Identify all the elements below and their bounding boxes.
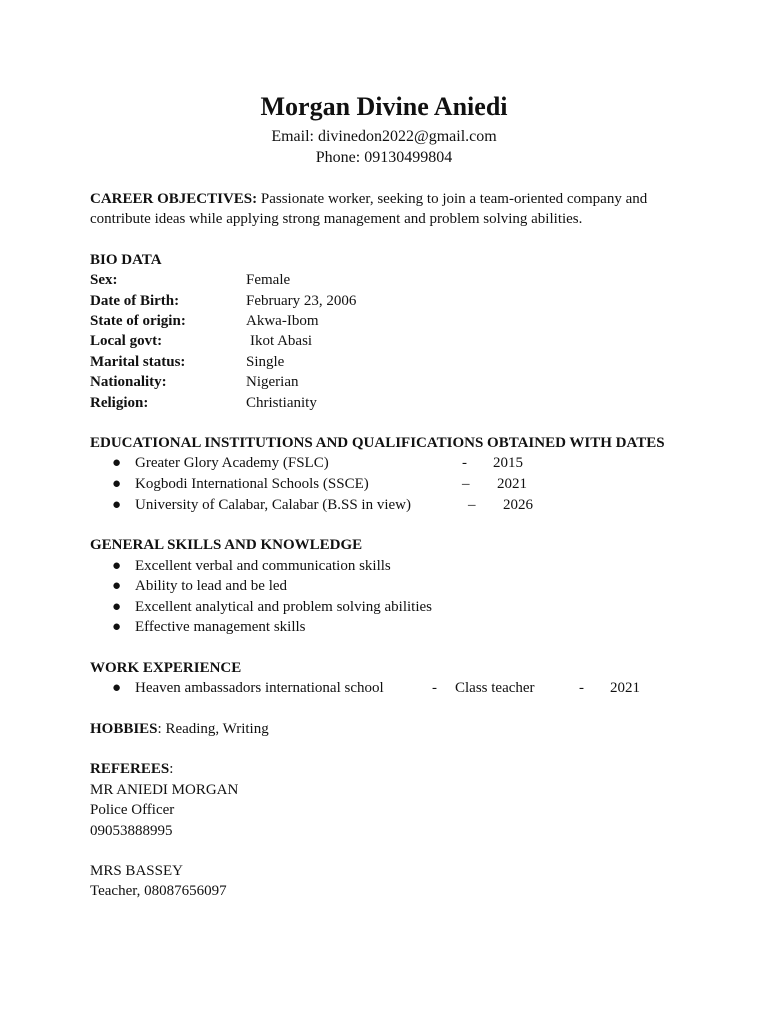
referee-2: [90, 861, 690, 902]
bullet-icon: ●: [112, 680, 122, 697]
referee-1: [90, 780, 690, 841]
career-objectives: [90, 189, 690, 230]
skills-heading: GENERAL SKILLS AND KNOWLEDGE: [90, 537, 363, 554]
resume-header: [0, 92, 768, 168]
work-dash: -: [579, 680, 584, 697]
bullet-icon: ●: [112, 475, 122, 492]
referee-title: Police Officer: [90, 802, 175, 819]
referee-name: MR ANIEDI MORGAN: [90, 781, 239, 798]
list-item: [90, 597, 690, 618]
list-item: [90, 617, 690, 638]
bio-value: Nigerian: [246, 374, 299, 391]
list-item: [90, 453, 690, 474]
work-dash: -: [432, 680, 437, 697]
bio-label: Sex:: [90, 272, 118, 289]
bio-label: Religion:: [90, 394, 149, 411]
bullet-icon: ●: [112, 496, 122, 513]
bio-value: Christianity: [246, 394, 317, 411]
bio-label: Local govt:: [90, 333, 163, 350]
education-dash: –: [468, 496, 476, 513]
hobbies-label: HOBBIES: [90, 720, 158, 737]
education-school: Greater Glory Academy (FSLC): [135, 455, 329, 472]
skill-text: Excellent verbal and communication skills: [135, 557, 391, 574]
bio-value: Ikot Abasi: [250, 333, 313, 350]
list-item: [90, 576, 690, 597]
bullet-icon: ●: [112, 578, 122, 595]
bio-label: Date of Birth:: [90, 292, 180, 309]
skill-text: Ability to lead and be led: [135, 578, 288, 595]
bio-row: [90, 270, 690, 290]
skill-text: Excellent analytical and problem solving abilities: [135, 598, 432, 615]
list-item: [90, 474, 690, 495]
list-item: [90, 556, 690, 577]
candidate-name: Morgan Divine Aniedi: [260, 92, 508, 121]
education-dash: -: [462, 455, 467, 472]
skill-text: Effective management skills: [135, 619, 306, 636]
phone-line: Phone: 09130499804: [315, 149, 453, 166]
bio-row: [90, 291, 690, 311]
bio-row: [90, 372, 690, 392]
education-year: 2026: [503, 496, 533, 513]
referees-colon: :: [169, 761, 174, 778]
bio-data-table: [90, 270, 690, 413]
email-line: Email: divinedon2022@gmail.com: [271, 128, 497, 145]
education-school: University of Calabar, Calabar (B.SS in view): [135, 496, 412, 513]
bio-label: Marital status:: [90, 353, 186, 370]
work-year: 2021: [610, 680, 640, 697]
referee-detail: Teacher, 08087656097: [90, 883, 227, 900]
career-objectives-label: CAREER OBJECTIVES:: [90, 191, 258, 207]
hobbies-text: : Reading, Writing: [157, 720, 269, 737]
bullet-icon: ●: [112, 619, 122, 636]
bio-label: Nationality:: [90, 374, 167, 391]
list-item: [90, 678, 690, 699]
bullet-icon: ●: [112, 557, 122, 574]
bio-value: February 23, 2006: [246, 292, 357, 309]
referee-phone: 09053888995: [90, 822, 173, 839]
career-objectives-text: Passionate worker, seeking to join a team-oriented company and contribute ideas while applying strong management and problem solving abilities.: [90, 191, 648, 228]
bio-row: [90, 352, 690, 372]
education-school: Kogbodi International Schools (SSCE): [135, 475, 369, 492]
resume-body: [90, 189, 690, 902]
referees-heading: [90, 759, 690, 779]
education-heading: EDUCATIONAL INSTITUTIONS AND QUALIFICATIONS OBTAINED WITH DATES: [90, 434, 665, 451]
bio-value: Akwa-Ibom: [246, 313, 319, 329]
skills-list: [90, 556, 690, 638]
referees-label: REFEREES: [90, 761, 170, 778]
bullet-icon: ●: [112, 598, 122, 615]
bio-row: [90, 331, 690, 351]
bio-data-heading: BIO DATA: [90, 251, 162, 268]
education-dash: –: [462, 475, 470, 492]
education-year: 2015: [493, 455, 523, 472]
work-experience-heading: WORK EXPERIENCE: [90, 659, 242, 676]
bio-label: State of origin:: [90, 313, 186, 329]
bio-row: [90, 393, 690, 413]
referee-name: MRS BASSEY: [90, 862, 183, 879]
bio-value: Single: [246, 353, 285, 370]
bio-row: [90, 311, 690, 331]
work-place: Heaven ambassadors international school: [135, 680, 384, 697]
bio-value: Female: [246, 272, 291, 289]
work-role: Class teacher: [455, 680, 535, 697]
education-list: [90, 453, 690, 515]
hobbies: [90, 719, 690, 739]
bullet-icon: ●: [112, 455, 122, 472]
education-year: 2021: [497, 475, 527, 492]
list-item: [90, 495, 690, 516]
work-list: [90, 678, 690, 699]
